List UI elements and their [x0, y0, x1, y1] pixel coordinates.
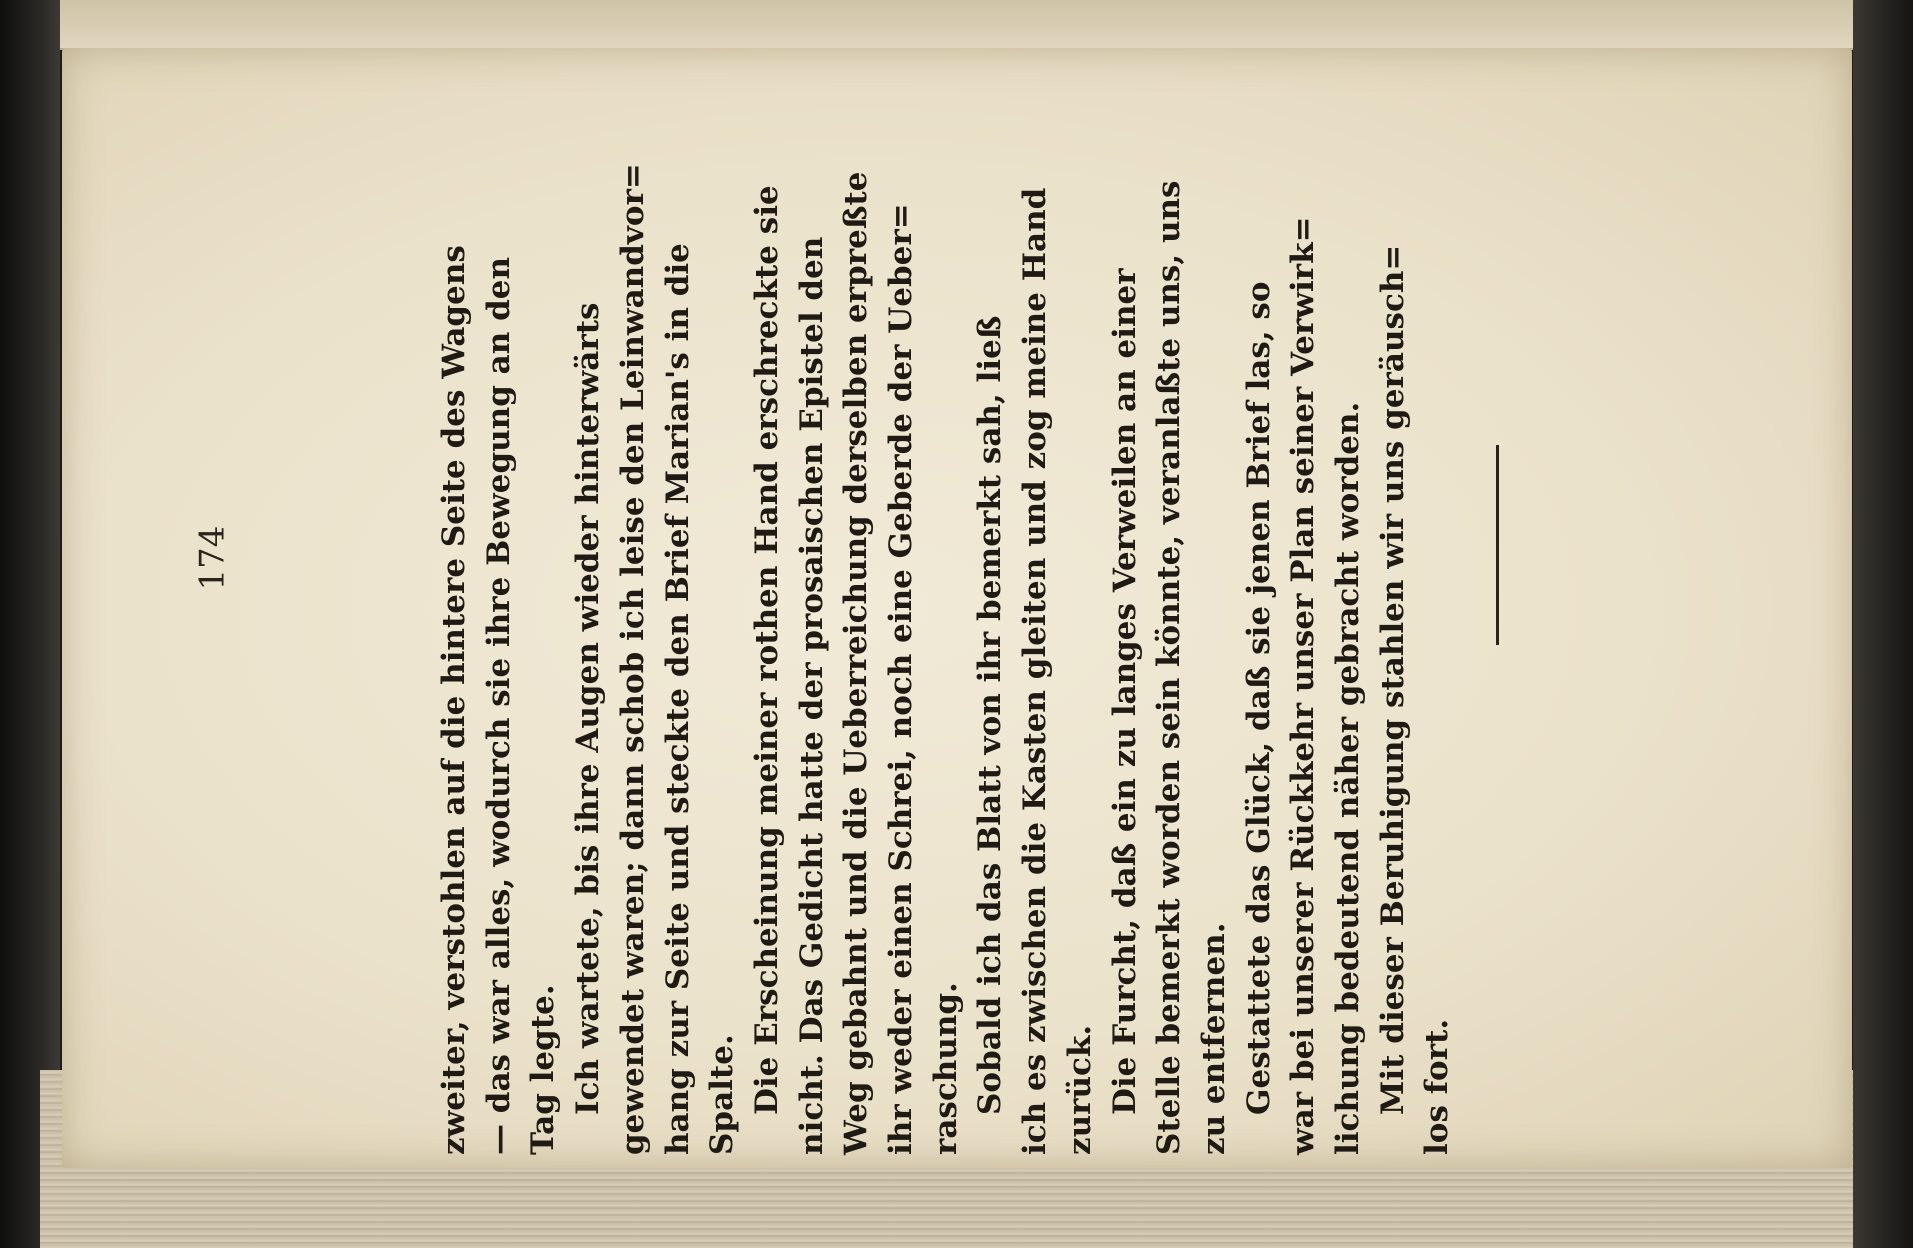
- text-line: Spalte.: [704, 1034, 741, 1155]
- text-line: Gestattete das Glück, daß sie jenen Brief las, so: [1240, 281, 1277, 1115]
- text-line: Weg gebahnt und die Ueberreichung derselben erpreßte: [838, 171, 875, 1155]
- text-line: Stelle bemerkt worden sein könnte, veranlaßte uns, uns: [1151, 180, 1188, 1155]
- text-line: lichung bedeutend näher gebracht worden.: [1330, 401, 1367, 1155]
- text-line: gewendet waren; dann schob ich leise den Leinwandvor=: [614, 163, 651, 1155]
- text-line: Ich wartete, bis ihre Augen wieder hinterwärts: [570, 302, 607, 1115]
- page-number: 174: [192, 525, 233, 591]
- text-line: ihr weder einen Schrei, noch eine Geberde der Ueber=: [883, 203, 920, 1155]
- text-line: Die Furcht, daß ein zu langes Verweilen an einer: [1106, 268, 1143, 1115]
- text-line: ich es zwischen die Kasten gleiten und zog meine Hand: [1017, 187, 1054, 1155]
- text-line: Mit dieser Beruhigung stahlen wir uns geräusch=: [1374, 244, 1411, 1115]
- text-line: raschung.: [927, 982, 964, 1155]
- book-cover-right: [1853, 0, 1913, 1248]
- text-line: Tag legte.: [525, 984, 562, 1155]
- text-line: zurück.: [1061, 1024, 1098, 1155]
- page-text-block: [432, 25, 1612, 1155]
- text-line: Sobald ich das Blatt von ihr bemerkt sah, ließ: [972, 315, 1009, 1115]
- book-cover-left: [0, 0, 60, 1248]
- text-line: hang zur Seite und steckte den Brief Marian's in die: [659, 243, 696, 1155]
- text-line: zweiter, verstohlen auf die hintere Seite des Wagens: [436, 245, 472, 1155]
- text-line: — das war alles, wodurch sie ihre Bewegung an den: [480, 256, 517, 1155]
- text-line: Die Erscheinung meiner rothen Hand erschreckte sie: [748, 185, 785, 1115]
- text-line: los fort.: [1419, 1018, 1456, 1155]
- section-divider: [1496, 445, 1499, 645]
- text-line: nicht. Das Gedicht hatte der prosaischen Epistel den: [793, 236, 830, 1155]
- text-line: zu entfernen.: [1195, 922, 1232, 1155]
- text-line: war bei unserer Rückkehr unser Plan seiner Verwirk=: [1285, 216, 1322, 1155]
